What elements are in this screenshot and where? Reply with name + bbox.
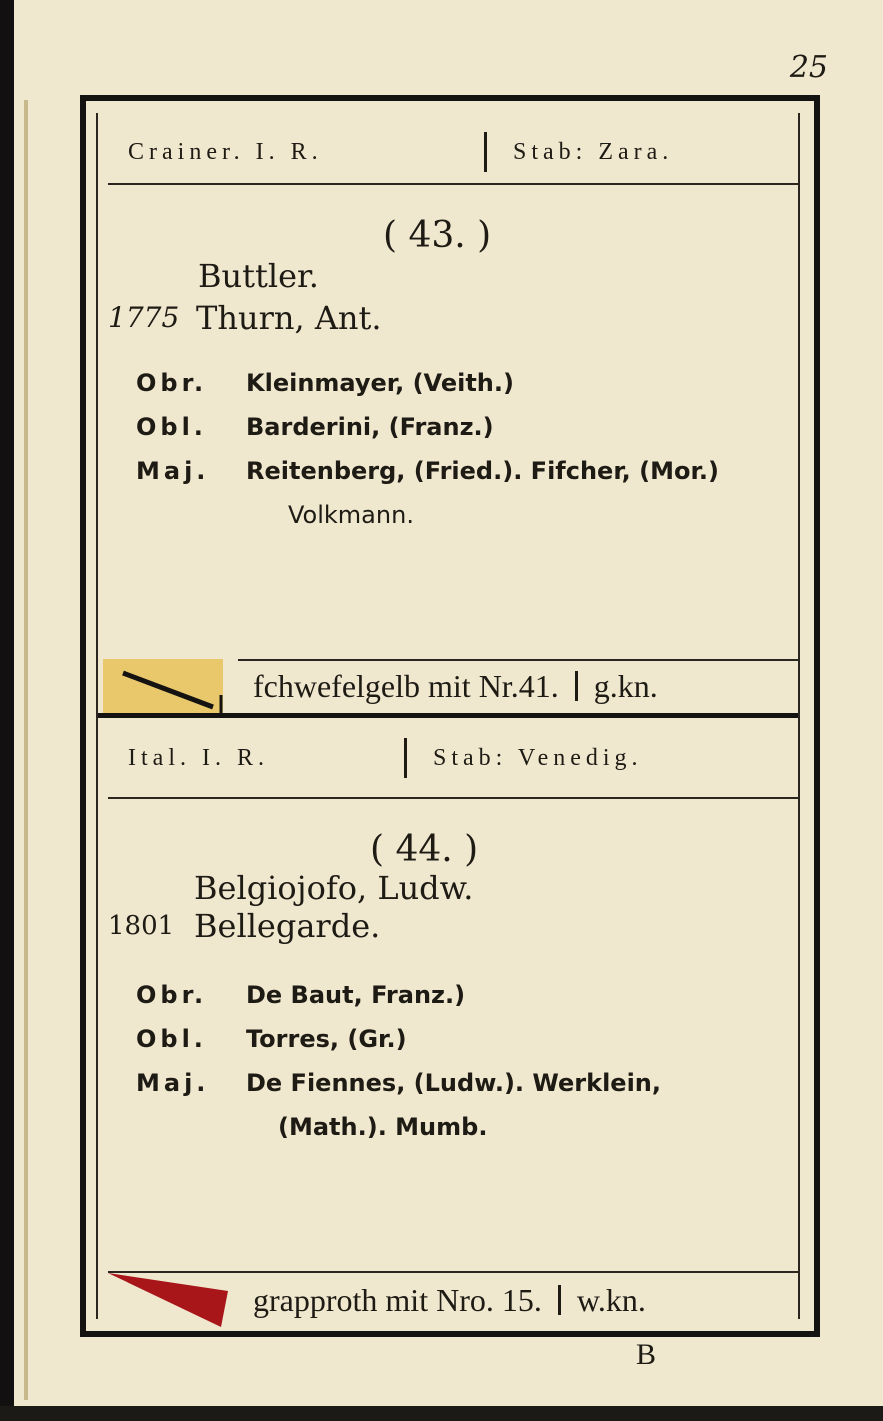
header-divider (484, 132, 487, 172)
regiment-number: ( 44. ) (370, 829, 479, 870)
regiment-header (128, 127, 778, 177)
officer-names: De Baut, Franz.) (246, 981, 466, 1009)
facing-description: fchwefelgelb mit Nr.41. (253, 667, 559, 704)
officer-names: Kleinmayer, (Veith.) (246, 369, 514, 397)
officer-row (136, 457, 719, 485)
regiment-entry-43 (98, 113, 798, 713)
signature-mark: B (636, 1338, 657, 1371)
swatch-fill (108, 1273, 228, 1327)
regiment-entry-44 (98, 733, 798, 1333)
regiment-facing-row (103, 659, 793, 713)
page-number: 25 (789, 50, 828, 85)
book-spine-shadow (0, 0, 14, 1406)
officer-rank: Obr. (136, 981, 208, 1009)
header-rule (108, 797, 798, 799)
footer-divider (575, 671, 578, 701)
regiment-owner: Belgiojofo, Ludw. (194, 869, 474, 907)
regiment-header (128, 733, 778, 783)
header-rule (108, 183, 798, 185)
officer-rank: Obr. (136, 369, 208, 397)
regiment-staff-location: Stab: Venedig. (433, 744, 643, 771)
header-divider (404, 738, 407, 778)
regiment-separator (98, 713, 798, 718)
officer-names: Reitenberg, (Fried.). Fifcher, (Mor.) (246, 457, 719, 485)
scan-bottom-edge (0, 1406, 883, 1421)
regiment-staff-location: Stab: Zara. (513, 138, 674, 165)
regiment-commander: Bellegarde. (194, 907, 381, 945)
officer-row (136, 981, 465, 1009)
officer-names: Barderini, (Franz.) (246, 413, 494, 441)
facing-color-swatch-graphic (103, 659, 233, 713)
button-color: w.kn. (576, 1281, 646, 1318)
facing-description: grapproth mit Nro. 15. (253, 1281, 542, 1318)
officer-rank: Maj. (136, 457, 210, 485)
regiment-commander: Thurn, Ant. (196, 299, 382, 337)
regiment-table-frame (80, 95, 820, 1337)
officer-names-continued: Volkmann. (288, 501, 414, 529)
footer-divider (558, 1285, 561, 1315)
officer-names: Torres, (Gr.) (246, 1025, 407, 1053)
commander-year: 1775 (108, 301, 180, 334)
facing-color-swatch (103, 659, 233, 713)
officer-row (136, 1069, 661, 1097)
inner-frame (96, 113, 800, 1319)
officer-row (136, 413, 494, 441)
regiment-type: Ital. I. R. (128, 744, 269, 771)
officer-rank: Maj. (136, 1069, 210, 1097)
commander-year: 1801 (108, 911, 175, 941)
officer-names-continued: (Math.). Mumb. (278, 1113, 488, 1141)
facing-color-swatch-graphic (103, 1273, 233, 1327)
regiment-facing-row (103, 1273, 793, 1327)
officer-names: De Fiennes, (Ludw.). Werklein, (246, 1069, 662, 1097)
facing-color-swatch (103, 1273, 233, 1327)
officer-rank: Obl. (136, 1025, 207, 1053)
regiment-owner: Buttler. (198, 257, 319, 295)
officer-row (136, 369, 514, 397)
officer-row (136, 1025, 407, 1053)
officer-rank: Obl. (136, 413, 207, 441)
button-color: g.kn. (593, 667, 658, 704)
regiment-type: Crainer. I. R. (128, 138, 323, 165)
regiment-number: ( 43. ) (383, 215, 492, 256)
page-margin-line (24, 100, 28, 1400)
